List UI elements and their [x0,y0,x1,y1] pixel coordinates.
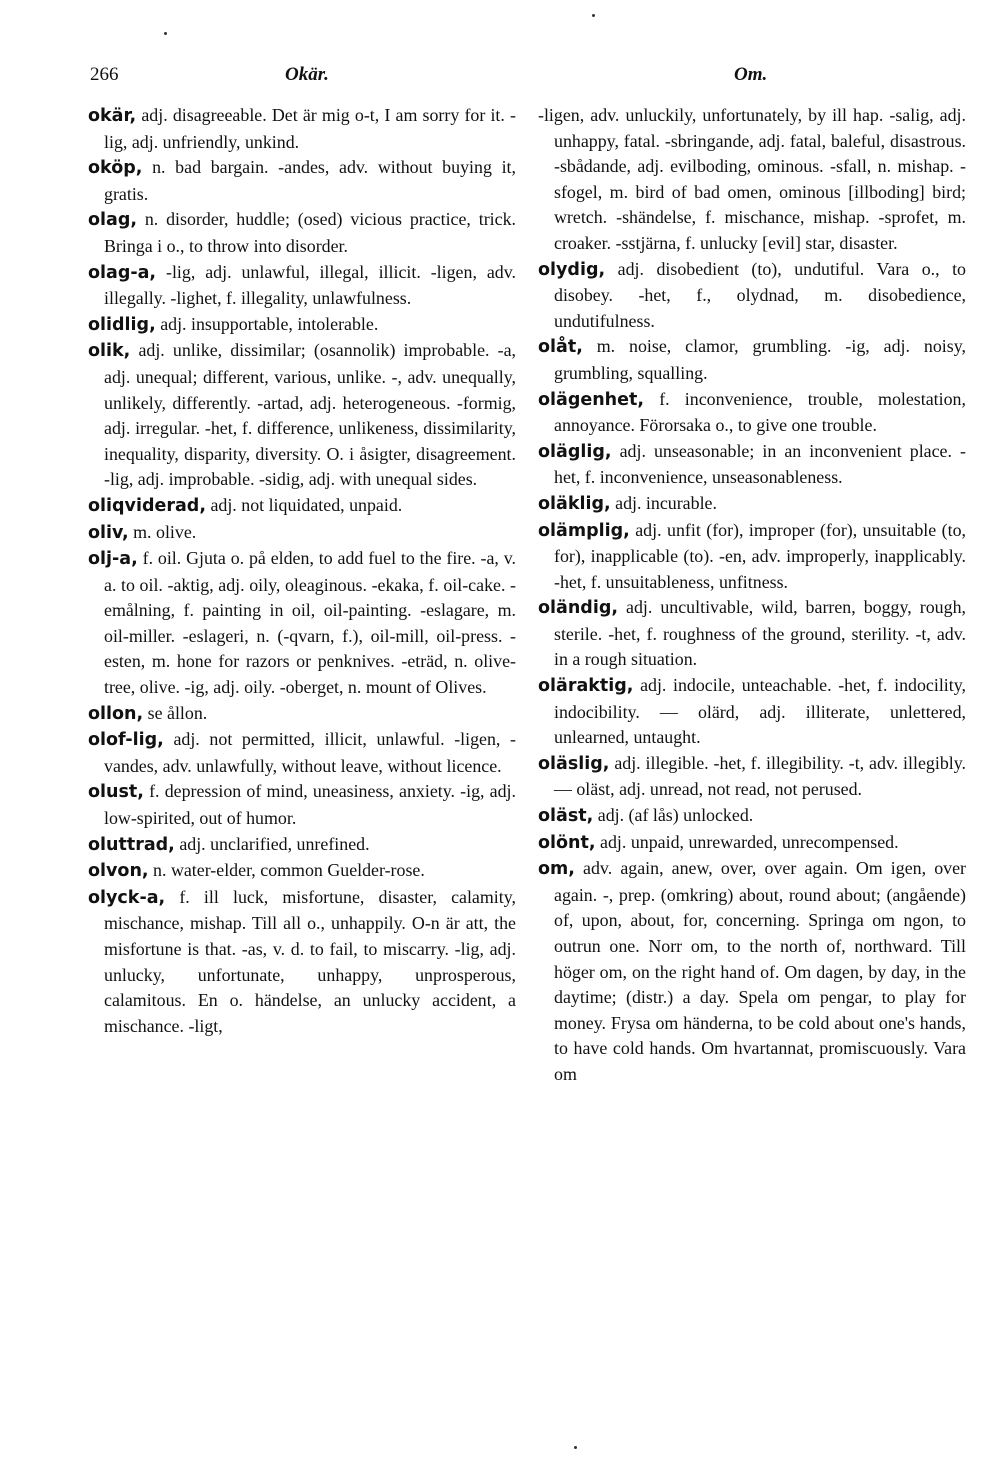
entry-definition: -lig, adj. unlawful, illegal, illicit. -ligen, adv. illegally. -lighet, f. illegality, unlawfulness. [104,261,516,309]
dictionary-entry [88,546,516,701]
entry-definition: n. water-elder, common Guelder-rose. [153,860,425,881]
print-speck [592,14,595,17]
entry-definition: f. ill luck, misfortune, disaster, calamity, mischance, mishap. Till all o., unhappily. O-n är att, the misfortune is that. -as, v. d. to fail, to miscarry. -lig, adj. unlucky, unfortunate, unhappy, unprosperous, calamitous. En o. händelse, an unlucky accident, a mischance. -ligt, [104,886,516,1036]
entry-headword: oläklig, [538,493,611,514]
right-column [538,103,966,1088]
dictionary-entry [538,491,966,518]
entry-definition: adj. unseasonable; in an inconvenient place. -het, f. inconvenience, unseasonableness. [554,440,966,488]
entry-headword: olyck-a, [88,887,166,908]
entry-headword: olämplig, [538,520,630,541]
entry-headword: olof-lig, [88,730,164,751]
entry-definition: f. depression of mind, uneasiness, anxiety. -ig, adj. low-spirited, out of humor. [104,781,516,829]
entry-headword: oliqviderad, [88,495,206,516]
entry-headword: olag, [88,210,138,231]
dictionary-entry [538,334,966,386]
dictionary-entry [88,701,516,728]
entry-definition: adj. unclarified, unrefined. [179,833,370,854]
left-column [88,103,516,1039]
entry-headword: olydig, [538,259,606,280]
entry-headword: oläglig, [538,441,612,462]
entry-definition: m. noise, clamor, grumbling. -ig, adj. noisy, grumbling, squalling. [554,336,966,383]
entry-headword: oköp, [88,158,143,179]
dictionary-entry [538,518,966,596]
entry-definition: adj. unlike, dissimilar; (osannolik) improbable. -a, adj. unequal; different, various, unlike. -, adv. unequally, unlikely, differently. -artad, adj. heterogeneous. -formig, adj. irregular. -het, f. difference, unlikeness, dissimilarity, inequality, disparity, diversity. O. i åsigter, disagreement. -lig, adj. improbable. -sidig, adj. with unequal sides. [104,340,516,490]
entry-headword: ollon, [88,703,144,724]
dictionary-entry [88,338,516,493]
dictionary-entry [88,520,516,547]
entry-headword: oläst, [538,806,594,827]
entry-definition: adj. insupportable, intolerable. [160,313,379,334]
entry-definition: adj. not liquidated, unpaid. [210,494,403,515]
dictionary-entry [538,103,966,257]
entry-definition: adj. (af lås) unlocked. [597,805,754,826]
dictionary-entry [88,832,516,859]
dictionary-entry [538,673,966,751]
dictionary-entry [88,155,516,207]
dictionary-entry [538,257,966,335]
entry-headword: oluttrad, [88,834,175,855]
dictionary-entry [538,830,966,857]
entry-headword: oläslig, [538,753,610,774]
entry-definition: adj. unfit (for), improper (for), unsuitable (to, for), inapplicable (to). -en, adv. improperly, inapplicably. -het, f. unsuitableness, unfitness. [554,519,966,592]
entry-headword: oliv, [88,522,129,543]
print-speck [164,32,167,35]
entry-definition: adj. disagreeable. Det är mig o-t, I am sorry for it. -lig, adj. unfriendly, unkind. [104,105,516,152]
entry-definition: adv. again, anew, over, over again. Om igen, over again. -, prep. (omkring) about, round about; (angående) of, upon, about, for, concerning. Springa om ngon, to outrun one. Norr om, to the north of, northward. Till höger om, on the right hand of. Om dagen, by day, in the daytime; (distr.) a day. Spela om pengar, to play for money. Frysa om händerna, to be cold about one's hands, to have cold hands. Om hvartannat, promiscuously. Vara om [554,858,966,1084]
entry-definition: n. bad bargain. -andes, adv. without buying it, gratis. [104,157,516,204]
entry-headword: olidlig, [88,314,156,335]
entry-headword: olj-a, [88,549,138,570]
entry-headword: olust, [88,782,144,803]
dictionary-entry [538,803,966,830]
page-number: 266 [90,64,119,85]
entry-headword: oländig, [538,598,618,619]
dictionary-entry [88,885,516,1040]
entry-headword: olägenhet, [538,389,645,410]
dictionary-entry [88,260,516,312]
dictionary-entry [88,727,516,779]
dictionary-entry [88,858,516,885]
entry-definition: se ållon. [147,702,208,723]
dictionary-entry [88,493,516,520]
entry-headword: olik, [88,341,131,362]
dictionary-entry [538,751,966,803]
print-speck [574,1446,577,1449]
entry-headword: oläraktig, [538,676,634,697]
entry-headword: olönt, [538,832,596,853]
dictionary-entry [538,856,966,1087]
entry-definition: adj. incurable. [615,492,717,513]
entry-headword: okär, [88,106,137,126]
entry-definition: adj. indocile, unteachable. -het, f. indocility, indocibility. — olärd, adj. illiterate, unlettered, unlearned, untaught. [554,675,966,748]
entry-definition: n. disorder, huddle; (osed) vicious practice, trick. Bringa i o., to throw into disorder. [104,209,516,256]
guide-word-left: Okär. [285,64,329,85]
entry-definition: adj. not permitted, illicit, unlawful. -ligen, -vandes, adv. unlawfully, without leave, without licence. [104,729,516,776]
entry-definition: -ligen, adv. unluckily, unfortunately, by ill hap. -salig, adj. unhappy, fatal. -sbringande, adj. fatal, baleful, disastrous. -sbådande, adj. evilboding, ominous. -sfall, n. mishap. -sfogel, m. bird of bad omen, ominous [illboding] bird; wretch. -shändelse, f. mischance, mishap. -sprofet, m. croaker. -sstjärna, f. unlucky [evil] star, disaster. [538,105,966,253]
entry-headword: olag-a, [88,262,157,283]
dictionary-entry [88,103,516,155]
dictionary-entry [538,595,966,673]
dictionary-entry [538,439,966,491]
entry-headword: om, [538,859,575,880]
entry-definition: f. oil. Gjuta o. på elden, to add fuel to the fire. -a, v. a. to oil. -aktig, adj. oily, oleaginous. -ekaka, f. oil-cake. -emålning, f. painting in oil, oil-painting. -eslagare, m. oil-miller. -eslageri, n. (-qvarn, f.), oil-mill, oil-press. -esten, m. hone for razors or penknives. -eträd, n. olive-tree, olive. -ig, adj. oily. -oberget, n. mount of Olives. [104,548,516,698]
dictionary-entry [88,779,516,831]
guide-word-right: Om. [734,64,768,85]
page-header [88,64,964,94]
dictionary-entry [88,207,516,259]
entry-definition: adj. unpaid, unrewarded, unrecompensed. [600,831,899,852]
entry-headword: olåt, [538,337,583,358]
entry-definition: f. inconvenience, trouble, molestation, annoyance. Förorsaka o., to give one trouble. [554,388,966,436]
entry-definition: adj. illegible. -het, f. illegibility. -t, adv. illegibly. — oläst, adj. unread, not read, not perused. [554,752,966,800]
entry-headword: olvon, [88,861,149,882]
entry-definition: m. olive. [133,521,197,542]
entry-definition: adj. disobedient (to), undutiful. Vara o., to disobey. -het, f., olydnad, m. disobedience, undutifulness. [554,258,966,331]
dictionary-entry [88,312,516,339]
dictionary-entry [538,387,966,439]
entry-definition: adj. uncultivable, wild, barren, boggy, rough, sterile. -het, f. roughness of the ground, sterility. -t, adv. in a rough situation. [554,597,966,670]
